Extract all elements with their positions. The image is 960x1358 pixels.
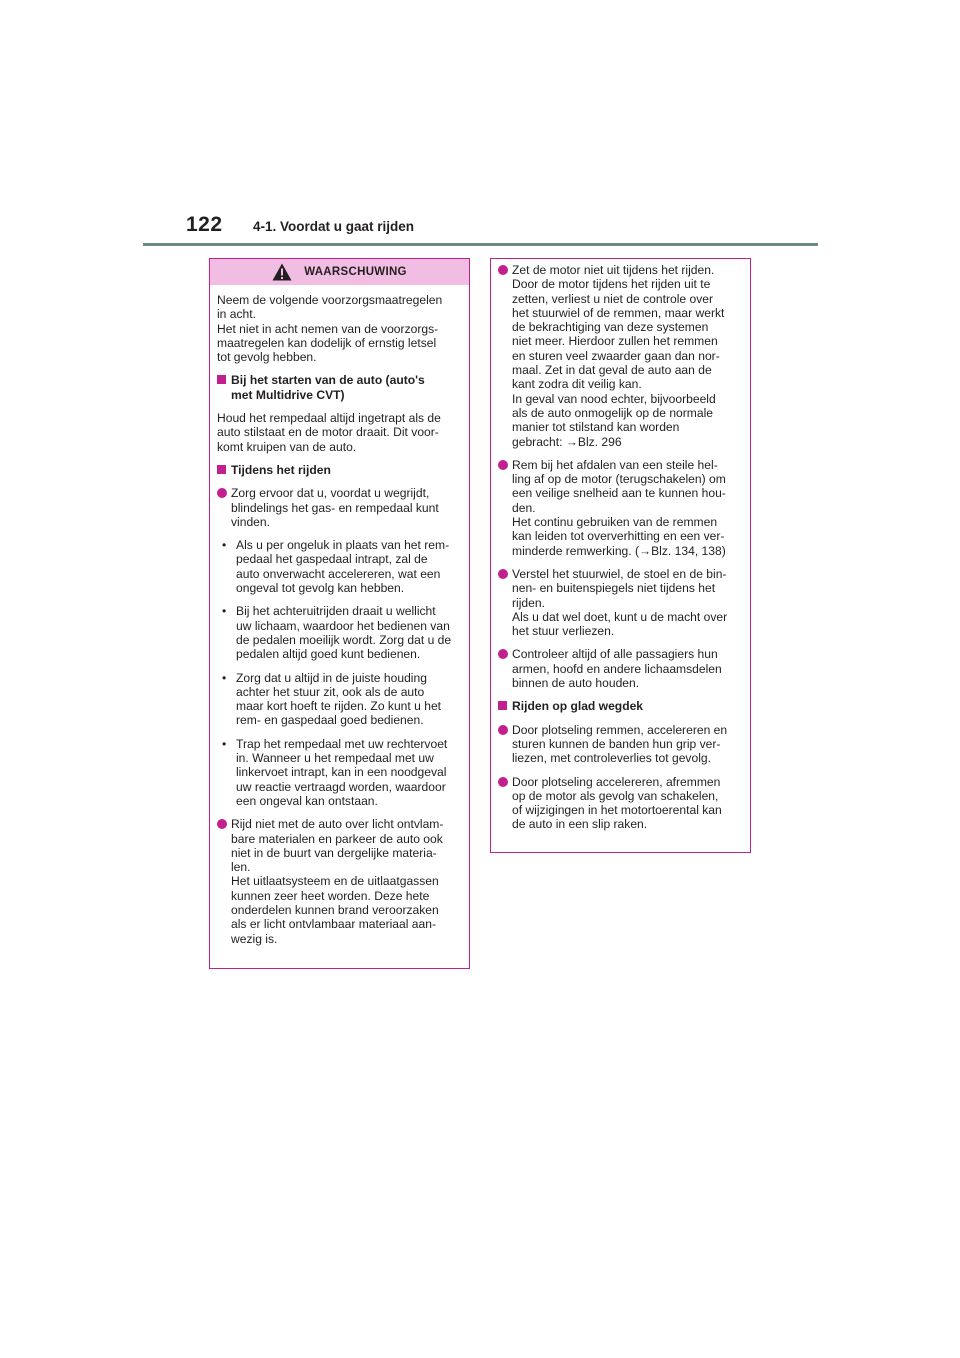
dot-bullet-icon: • — [222, 604, 227, 619]
sub-list-item-text: Trap het rempedaal met uw rechtervoet in. Wanneer u het rempedaal met uw linkervoet intrapt, kan in een noodgeval uw reactie vertraagd worden, waardoor een ongeval kan ontstaan. — [236, 736, 448, 808]
dot-bullet-icon: • — [222, 670, 227, 685]
sub-list-item-text: Zorg dat u altijd in de juiste houding achter het stuur zit, ook als de auto maar kort hoeft te rijden. Zo kunt u het rem- en gaspedaal goed bedienen. — [236, 670, 442, 728]
section-heading-cvt — [217, 373, 462, 402]
warning-intro: Neem de volgende voorzorgsmaatregelen in acht. Het niet in acht nemen van de voorzorgs- maatregelen kan dodelijk of ernstig letsel tot gevolg hebben. — [217, 293, 443, 365]
sub-list-item-text: Bij het achteruitrijden draait u wellicht uw lichaam, waardoor het bedienen van de pedalen moeilijk wordt. Zorg dat u de pedalen altijd goed kunt bedienen. — [236, 604, 452, 662]
circle-bullet-icon — [498, 265, 508, 275]
circle-bullet-icon — [498, 725, 508, 735]
section-title: 4-1. Voordat u gaat rijden — [253, 219, 415, 234]
dot-bullet-icon: • — [222, 736, 227, 751]
circle-bullet-icon — [498, 460, 508, 470]
sub-list-item — [222, 737, 462, 808]
warning-triangle-icon — [272, 263, 292, 281]
list-item-text: Rem bij het afdalen van een steile hel- ling af op de motor (terugschakelen) om een veilige snelheid aan te kunnen hou- den. Het continu gebruiken van de remmen kan leiden tot oververhitting en een ver- minderde remwerking. (→Blz. 134, 138) — [512, 457, 726, 558]
list-item-text: Door plotseling accelereren, afremmen op de motor als gevolg van schakelen, of wijzigingen in het motortoerental kan de auto in een slip raken. — [512, 774, 722, 832]
cvt-text: Houd het rempedaal altijd ingetrapt als de auto stilstaat en de motor draait. Dit voor- komt kruipen van de auto. — [217, 411, 441, 454]
circle-bullet-icon — [498, 569, 508, 579]
page-number: 122 — [186, 213, 223, 236]
heading-text: Rijden op glad wegdek — [512, 699, 644, 714]
square-bullet-icon — [217, 465, 226, 474]
list-item-text: Controleer altijd of alle passagiers hun armen, hoofd en andere lichaamsdelen binnen de auto houden. — [512, 647, 722, 691]
list-item-text: Zet de motor niet uit tijdens het rijden. Door de motor tijdens het rijden uit te zetten, verliest u niet de controle over het stuurwiel of de remmen, maar werkt de bekrachtiging van deze systemen niet meer. Hierdoor zullen het remmen en sturen veel zwaarder gaan dan nor- maal. Zet in dat geval de auto aan de kant zodra dit veilig kan. In geval van nood echter, bijvoorbeeld als de auto onmogelijk op de normale manier tot stilstand kan worden gebracht: →Blz. 296 — [512, 263, 725, 449]
list-item — [498, 775, 743, 832]
heading-text: Bij het starten van de auto (auto's met Multidrive CVT) — [231, 373, 425, 402]
circle-bullet-icon — [498, 777, 508, 787]
list-item-text: Rijd niet met de auto over licht ontvlam- bare materialen en parkeer de auto ook niet in de buurt van dergelijke materia- len. Het uitlaatsysteem en de uitlaatgassen kunnen zeer heet worden. Deze hete onderdelen kunnen brand veroorzaken als er licht ontvlambaar materiaal aan- wezig is. — [231, 817, 444, 946]
list-item-text: Verstel het stuurwiel, de stoel en de bin- nen- en buitenspiegels niet tijdens het rijden. Als u dat wel doet, kunt u de macht over het stuur verliezen. — [512, 566, 728, 639]
list-item-text: Door plotseling remmen, accelereren en sturen kunnen de banden hun grip ver- liezen, met controleverlies tot gevolg. — [512, 722, 728, 766]
circle-bullet-icon — [217, 819, 227, 829]
warning-title: WAARSCHUWING — [304, 266, 407, 278]
list-item — [498, 263, 743, 449]
sub-list-item — [222, 538, 462, 595]
sub-list-item — [222, 671, 462, 728]
list-item — [498, 458, 743, 558]
dot-bullet-icon: • — [222, 538, 227, 553]
warning-box-right — [490, 258, 751, 853]
circle-bullet-icon — [498, 649, 508, 659]
list-item — [498, 723, 743, 766]
section-heading-driving — [217, 463, 462, 477]
sub-list-item-text: Als u per ongeluk in plaats van het rem- pedaal het gaspedaal intrapt, zal de auto onverwacht accelereren, wat een ongeval tot gevolg kan hebben. — [236, 538, 450, 596]
section-heading-slippery — [498, 699, 743, 713]
circle-bullet-icon — [217, 488, 227, 498]
list-item — [217, 817, 462, 946]
heading-text: Tijdens het rijden — [231, 462, 331, 477]
sub-list-item — [222, 604, 462, 661]
list-item-text: Zorg ervoor dat u, voordat u wegrijdt, blindelings het gas- en rempedaal kunt vinden. — [231, 486, 439, 529]
warning-header — [210, 259, 469, 285]
header-divider — [143, 243, 818, 246]
list-item — [498, 567, 743, 638]
square-bullet-icon — [498, 701, 507, 710]
list-item — [498, 647, 743, 690]
warning-box-left — [209, 258, 470, 969]
square-bullet-icon — [217, 375, 226, 384]
list-item — [217, 486, 462, 529]
